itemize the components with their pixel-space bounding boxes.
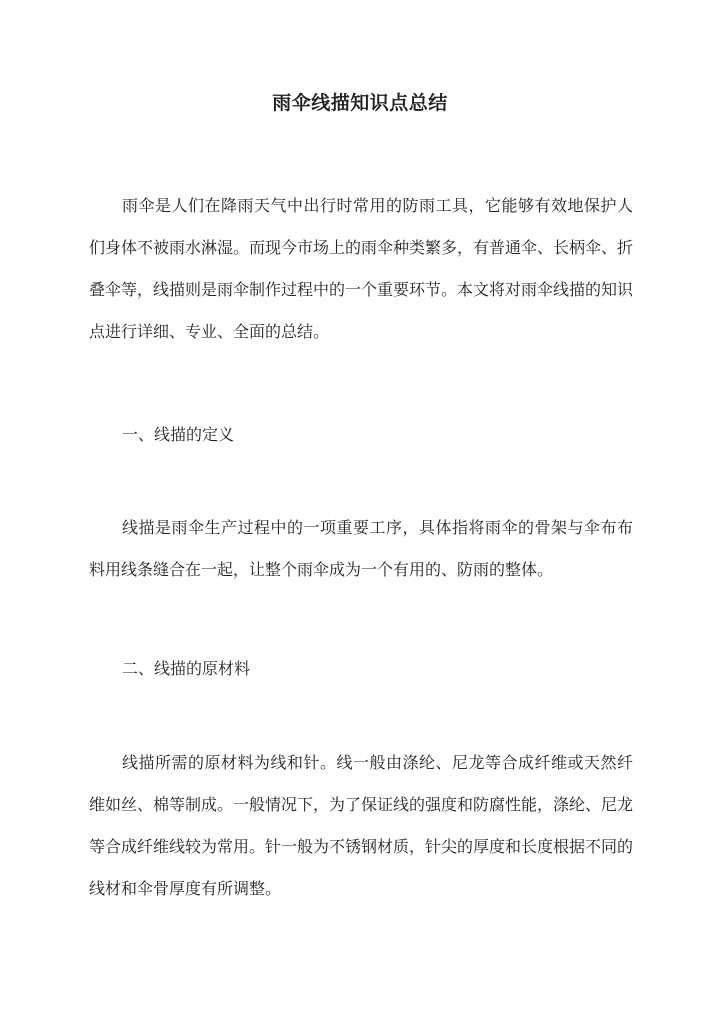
- section-heading-materials: 二、线描的原材料: [122, 659, 251, 678]
- section-body-definition: 线描是雨伞生产过程中的一项重要工序，具体指将雨伞的骨架与伞布布料用线条缝合在一起，让整个雨伞成为一个有用的、防雨的整体。: [89, 518, 633, 579]
- section-heading-definition: 一、线描的定义: [122, 425, 235, 444]
- section-body-materials: 线描所需的原材料为线和针。线一般由涤纶、尼龙等合成纤维或天然纤维如丝、棉等制成。一般情况下，为了保证线的强度和防腐性能，涤纶、尼龙等合成纤维线较为常用。针一般为不锈钢材质，针尖的厚度和长度根据不同的线材和伞骨厚度有所调整。: [89, 753, 634, 898]
- intro-paragraph: 雨伞是人们在降雨天气中出行时常用的防雨工具，它能够有效地保护人们身体不被雨水淋湿。而现今市场上的雨伞种类繁多，有普通伞、长柄伞、折叠伞等，线描则是雨伞制作过程中的一个重要环节。本文将对雨伞线描的知识点进行详细、专业、全面的总结。: [89, 196, 634, 341]
- document-title: 雨伞线描知识点总结: [272, 92, 448, 114]
